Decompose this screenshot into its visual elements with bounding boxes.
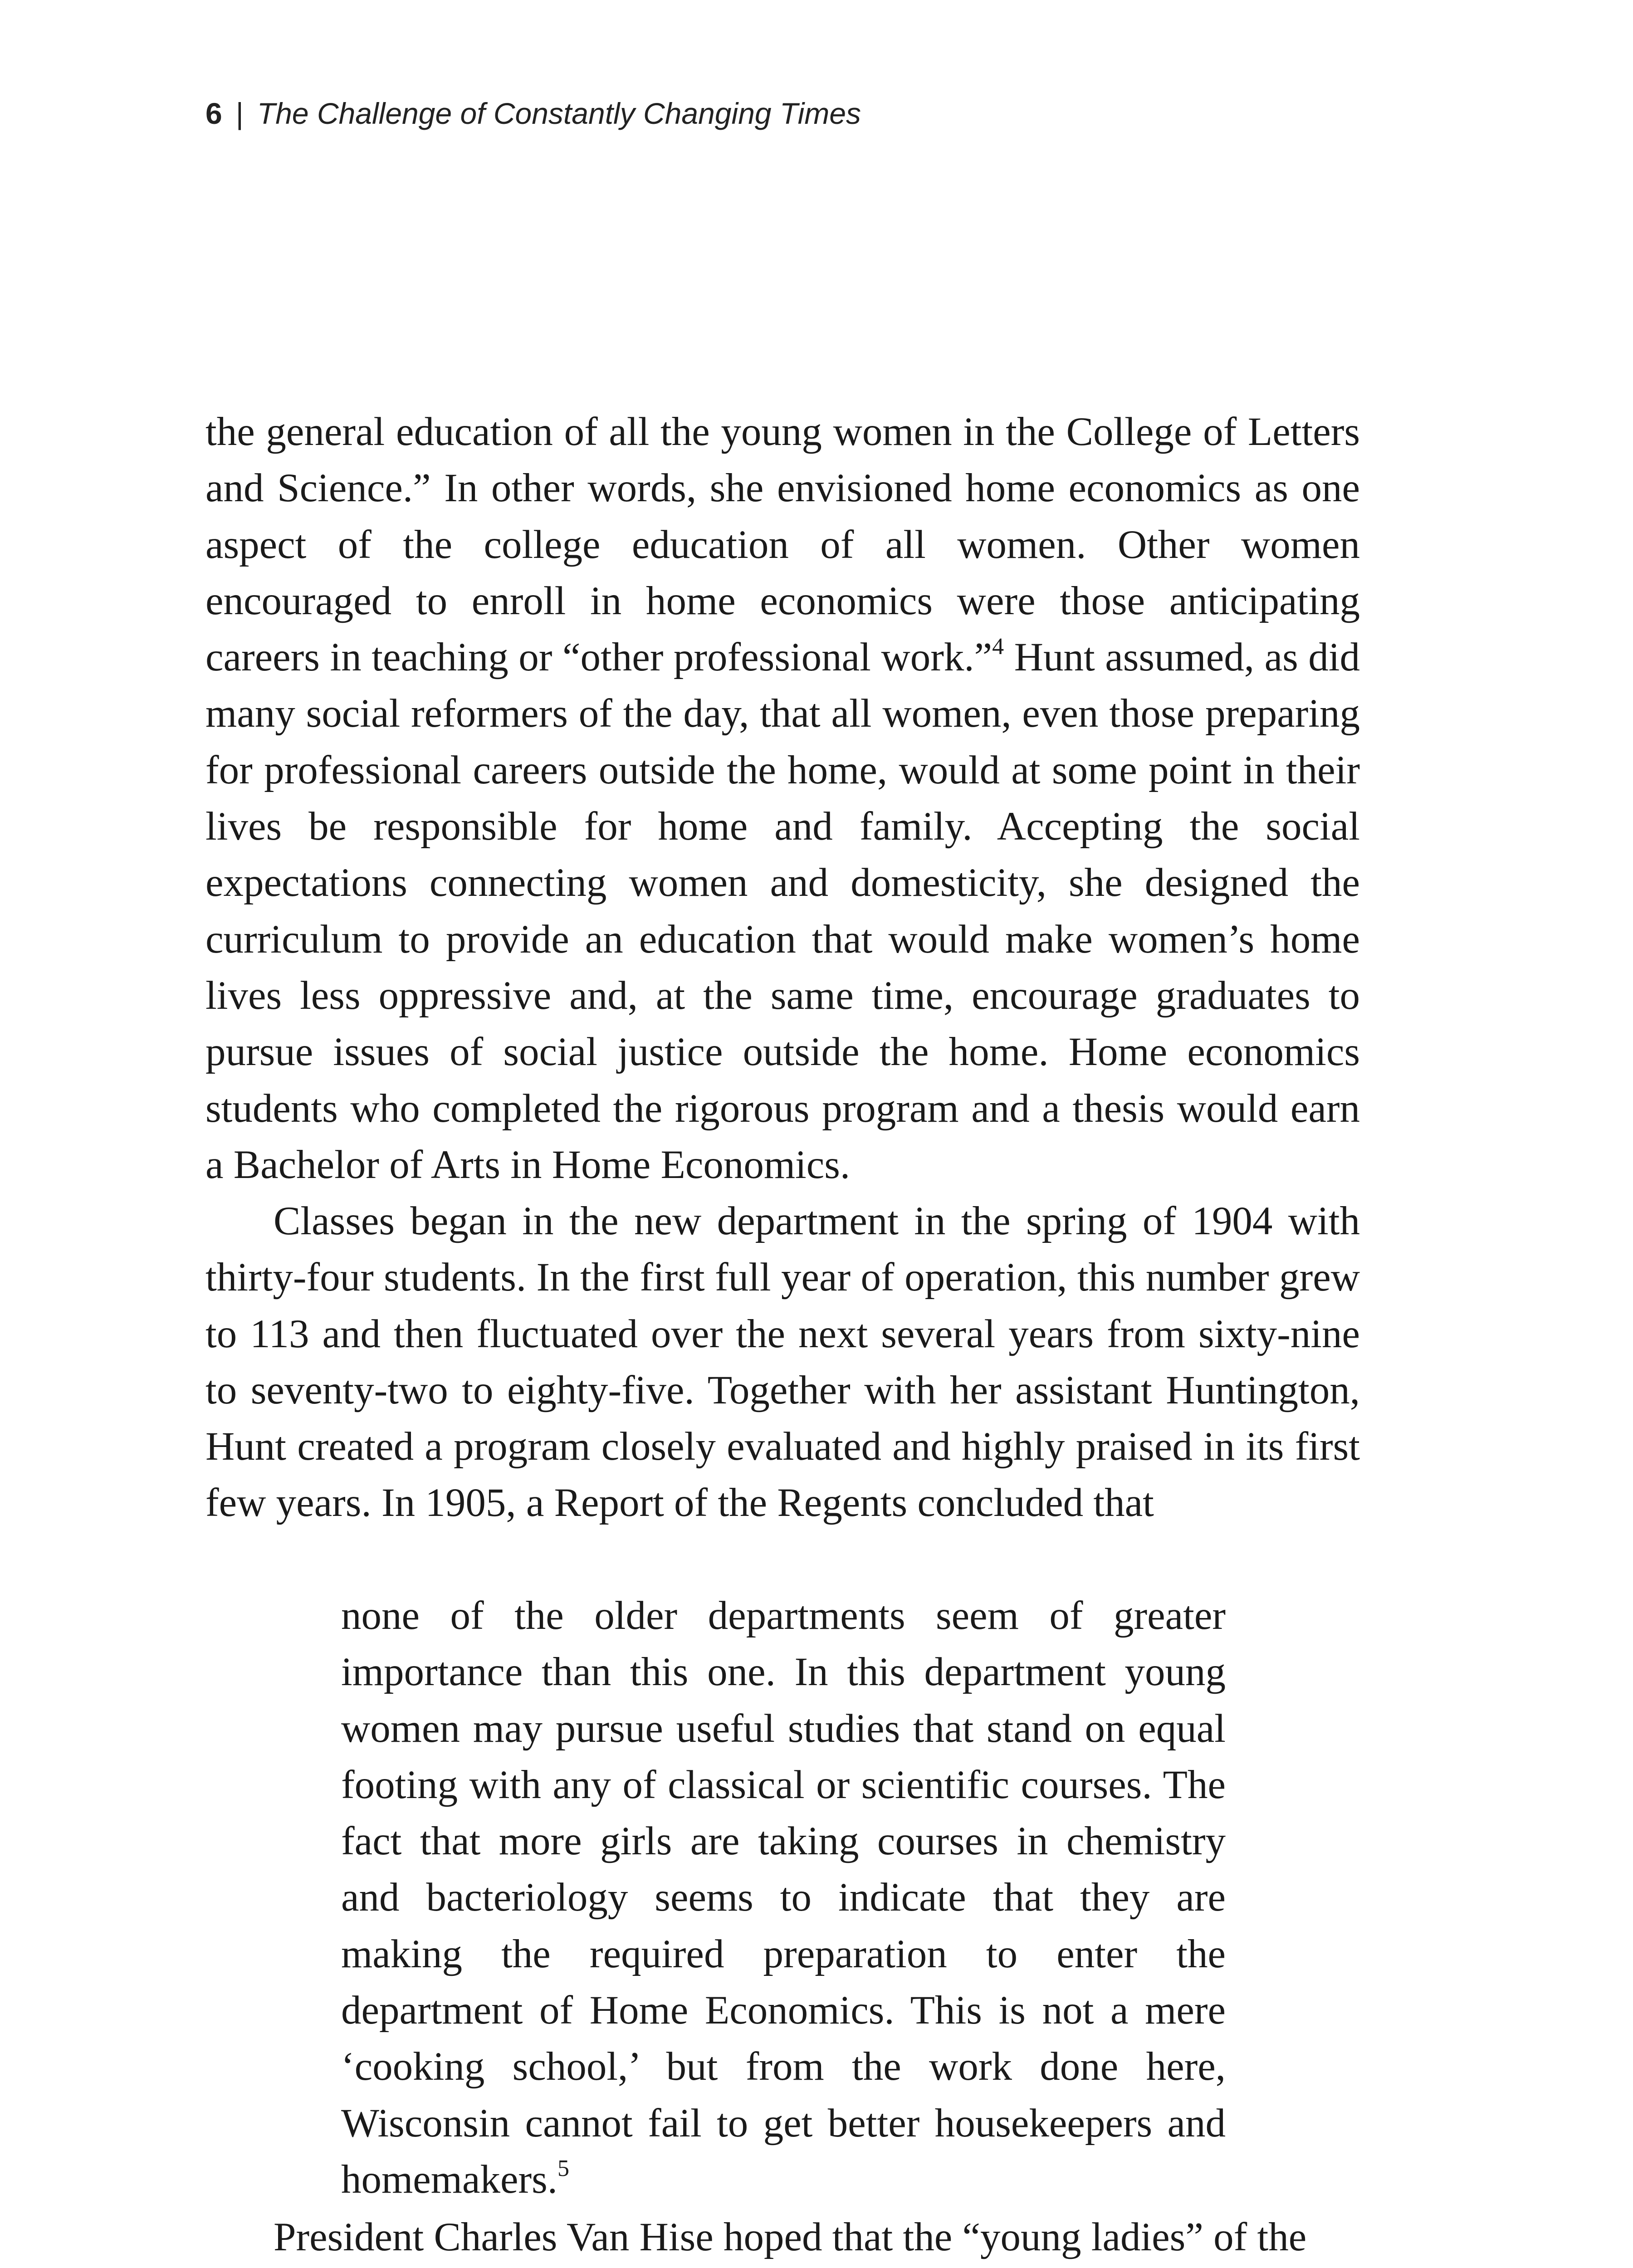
block-quote bbox=[341, 1588, 1226, 2208]
footnote-marker-5: 5 bbox=[557, 2156, 569, 2182]
body-paragraph-1 bbox=[205, 404, 1360, 1193]
running-head-separator: | bbox=[235, 97, 244, 130]
running-head bbox=[205, 93, 861, 134]
running-head-title: The Challenge of Constantly Changing Times bbox=[257, 97, 861, 130]
block-quote-text: none of the older departments seem of greater importance than this one. In this department young women may pursue useful studies that stand on equal footing with any of classical or scientific courses. The fact that more girls are taking courses in chemistry and bacteriology seems to indicate that they are making the required preparation to enter the department of Home Economics. This is not a mere ‘cooking school,’ but from the work done here, Wisconsin cannot fail to get better housekeepers and homemakers. bbox=[341, 1593, 1226, 2202]
body-paragraph-2: Classes began in the new department in the spring of 1904 with thirty-four students. In the first full year of operation, this number grew to 113 and then fluctuated over the next several years from sixty-nine to seventy-two to eighty-five. Together with her assistant Huntington, Hunt created a program closely evaluated and highly praised in its first few years. In 1905, a Report of the Regents concluded that bbox=[205, 1199, 1360, 1525]
page-number: 6 bbox=[205, 97, 222, 130]
footnote-marker-4: 4 bbox=[992, 633, 1004, 660]
paragraph-1-text-a: the general education of all the young women in the College of Letters and Science.” In other words, she envisioned home economics as one aspect of the college education of all women. Other women encouraged to enroll in home economics were those anticipating careers in teaching or “other professional work.” bbox=[205, 410, 1360, 680]
body-paragraph-3: President Charles Van Hise hoped that the “young ladies” of the bbox=[274, 2215, 1307, 2259]
paragraph-1-text-b: Hunt assumed, as did many social reformers of the day, that all women, even those preparing for professional careers outside the home, would at some point in their lives be responsible for home and family. Accepting the social expectations connecting women and domesticity, she designed the curriculum to provide an education that would make women’s home lives less oppressive and, at the same time, encourage graduates to pursue issues of social justice outside the home. Home economics students who completed the rigorous program and a thesis would earn a Bachelor of Arts in Home Economics. bbox=[205, 635, 1360, 1187]
